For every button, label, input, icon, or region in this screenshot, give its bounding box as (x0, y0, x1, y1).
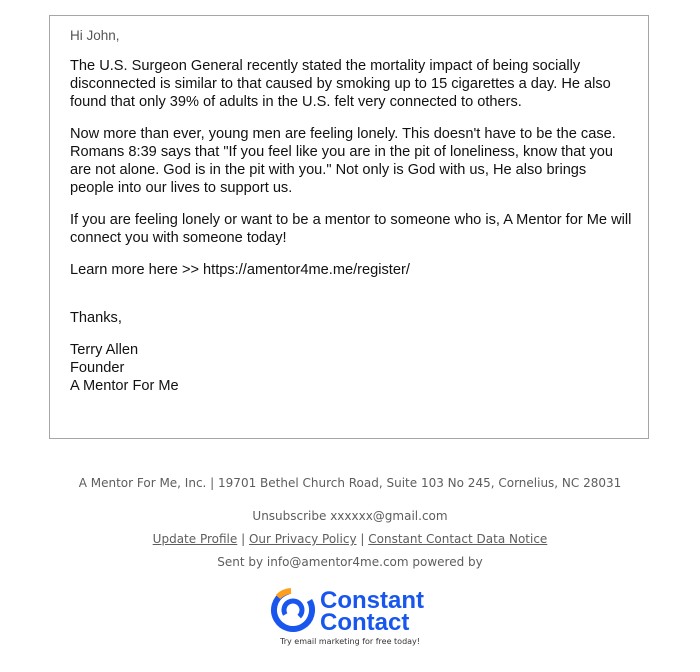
learn-more-line[interactable]: Learn more here >> https://amentor4me.me/register/ (70, 262, 410, 278)
privacy-policy-link[interactable]: Our Privacy Policy (248, 532, 357, 546)
constant-contact-mark-icon (270, 587, 316, 633)
update-profile-link[interactable]: Update Profile (152, 532, 238, 546)
logo-word-contact: Contact (320, 609, 410, 636)
paragraph-loneliness: Now more than ever, young men are feeling lonely. This doesn't have to be the case. Romans 8:39 says that "If you feel like you are in the pit of loneliness, know that you are not alone. God is in the pit with you." Not only is God with us, He also brings people into our lives to support us. (70, 126, 616, 196)
unsubscribe-link[interactable]: Unsubscribe xxxxxx@gmail.com (252, 509, 448, 523)
link-separator: | (241, 532, 246, 546)
thanks-line: Thanks, (70, 310, 122, 326)
email-body-card (49, 15, 649, 439)
footer-address: A Mentor For Me, Inc. | 19701 Bethel Church Road, Suite 103 No 245, Cornelius, NC 28031 (78, 476, 622, 490)
signature-org: A Mentor For Me (70, 378, 179, 394)
logo-word-constant: Constant (320, 587, 424, 614)
logo-tagline: Try email marketing for free today! (280, 637, 420, 646)
constant-contact-logo[interactable] (270, 587, 440, 649)
email-content (70, 27, 632, 395)
signature-name: Terry Allen (70, 342, 139, 358)
footer-links (0, 532, 700, 546)
greeting: Hi John, (70, 28, 120, 43)
paragraph-mentor: If you are feeling lonely or want to be a mentor to someone who is, A Mentor for Me will connect you with someone today! (70, 212, 632, 246)
paragraph-statistics: The U.S. Surgeon General recently stated the mortality impact of being socially disconnected is similar to that caused by smoking up to 15 cigarettes a day. He also found that only 39% of adults in the U.S. felt very connected to others. (70, 58, 611, 110)
signature-title: Founder (70, 360, 125, 376)
data-notice-link[interactable]: Constant Contact Data Notice (368, 532, 548, 546)
sent-by-line: Sent by info@amentor4me.com powered by (217, 555, 483, 569)
link-separator: | (360, 532, 365, 546)
